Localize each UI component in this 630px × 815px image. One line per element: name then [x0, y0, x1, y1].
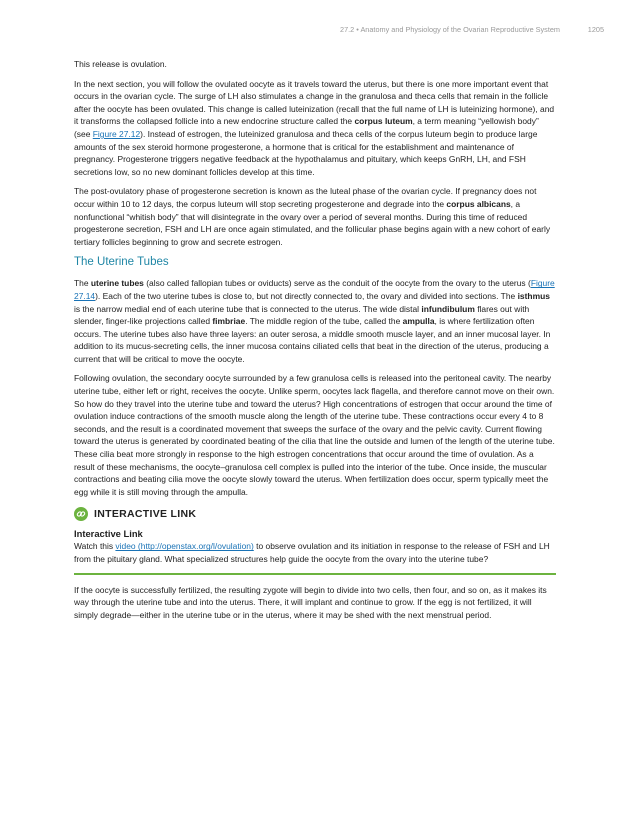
interactive-link-header	[74, 506, 556, 522]
paragraph-corpus-luteum: In the next section, you will follow the ovulated oocyte as it travels toward the uterus, but there is one more important event that occurs in the ovarian cycle. The surge of LH also stimulates a change in the granulosa and theca cells that remain in the follicle after the oocyte has been ovulated. This change is called luteinization (recall that the full name of LH is luteinizing hormone), and it transforms the collapsed follicle into a new endocrine structure called the corpus luteum, a term meaning “yellowish body” (see Figure 27.12). Instead of estrogen, the luteinized granulosa and theca cells of the corpus luteum begin to produce large amounts of the sex steroid hormone progesterone, a hormone that is critical for the establishment and maintenance of pregnancy. Progesterone triggers negative feedback at the hypothalamus and pituitary, which keeps GnRH, LH, and FSH secretions low, so no new dominant follicles develop at this time.	[74, 78, 555, 177]
term-corpus-albicans: corpus albicans	[446, 198, 511, 209]
term-ampulla: ampulla	[402, 316, 435, 327]
interactive-link-divider	[74, 573, 556, 575]
running-header	[0, 25, 630, 37]
interactive-link-subtitle: Interactive Link	[74, 528, 143, 540]
link-icon	[74, 507, 88, 521]
interactive-link-body: Watch this video (http://openstax.org/l/ovulation) to observe ovulation and its initiation in response to the release of FSH and LH from the pituitary gland. What specialized structures help guide the oocyte from the ovary into the uterine tube?	[74, 541, 550, 564]
paragraph-uterine-tubes: The uterine tubes (also called fallopian tubes or oviducts) serve as the conduit of the oocyte from the ovary to the uterus (Figure 27.14). Each of the two uterine tubes is close to, but not directly connected to, the ovary and divided into sections. The isthmus is the narrow medial end of each uterine tube that is connected to the uterus. The wide distal infundibulum flares out with slender, finger-like projections called fimbriae. The middle region of the tube, called the ampulla, is where fertilization often occurs. The uterine tubes also have three layers: an outer serosa, a middle smooth muscle layer, and an inner mucosal layer. In addition to its mucus-secreting cells, the inner mucosa contains ciliated cells that beat in the direction of the uterus, producing a current that will be critical to move the oocyte.	[74, 278, 555, 364]
paragraph-ovulation: This release is ovulation.	[74, 59, 167, 69]
running-title: 27.2 • Anatomy and Physiology of the Ovarian Reproductive System	[340, 25, 560, 34]
page-number: 1205	[587, 25, 604, 34]
paragraph-oocyte-transport: Following ovulation, the secondary oocyte surrounded by a few granulosa cells is released into the peritoneal cavity. The nearby uterine tube, either left or right, receives the oocyte. Unlike sperm, oocytes lack flagella, and therefore cannot move on their own. So how do they travel into the uterine tube and toward the uterus? High concentrations of estrogen that occur around the time of ovulation induce contractions of the smooth muscle along the length of the uterine tube. These contractions occur every 4 to 8 seconds, and the result is a coordinated movement that sweeps the surface of the ovary and the pelvic cavity. Current flowing toward the uterus is generated by coordinated beating of the cilia that line the outside and lumen of the length of the uterine tube. These cilia beat more strongly in response to the high estrogen concentrations that occur around the time of ovulation. As a result of these mechanisms, the oocyte–granulosa cell complex is pulled into the interior of the tube. Once inside, the muscular contractions and beating cilia move the oocyte slowly toward the uterus. When fertilization does occur, sperm typically meet the egg while it is still moving through the ampulla.	[74, 373, 555, 497]
term-infundibulum: infundibulum	[421, 303, 475, 314]
figure-link-27-14[interactable]: Figure 27.14	[74, 278, 555, 301]
interactive-link-title: INTERACTIVE LINK	[94, 508, 197, 521]
term-fimbriae: fimbriae	[212, 316, 246, 327]
term-uterine-tubes: uterine tubes	[90, 278, 144, 289]
term-corpus-luteum: corpus luteum	[354, 116, 413, 127]
figure-link-27-12[interactable]: Figure 27.12	[92, 128, 141, 139]
page-content	[74, 58, 556, 628]
paragraph-corpus-albicans: The post-ovulatory phase of progesterone secretion is known as the luteal phase of the ovarian cycle. If pregnancy does not occur within 10 to 12 days, the corpus luteum will stop secreting progesterone and degrade into the corpus albicans, a nonfunctional “whitish body” that will disintegrate in the ovary over a period of several months. During this time of reduced progesterone secretion, FSH and LH are once again stimulated, and the follicular phase begins again with a new cohort of early tertiary follicles beginning to grow and secrete estrogen.	[74, 186, 551, 247]
video-link[interactable]: video (http://openstax.org/l/ovulation)	[115, 541, 254, 552]
paragraph-fertilization: If the oocyte is successfully fertilized, the resulting zygote will begin to divide into two cells, then four, and so on, as it makes its way through the uterine tube and into the uterus. There, it will implant and continue to grow. If the egg is not fertilized, it will simply degrade—either in the uterine tube or in the uterus, where it may be shed with the next menstrual period.	[74, 584, 547, 620]
term-isthmus: isthmus	[517, 290, 550, 301]
section-heading: The Uterine Tubes	[74, 256, 169, 269]
